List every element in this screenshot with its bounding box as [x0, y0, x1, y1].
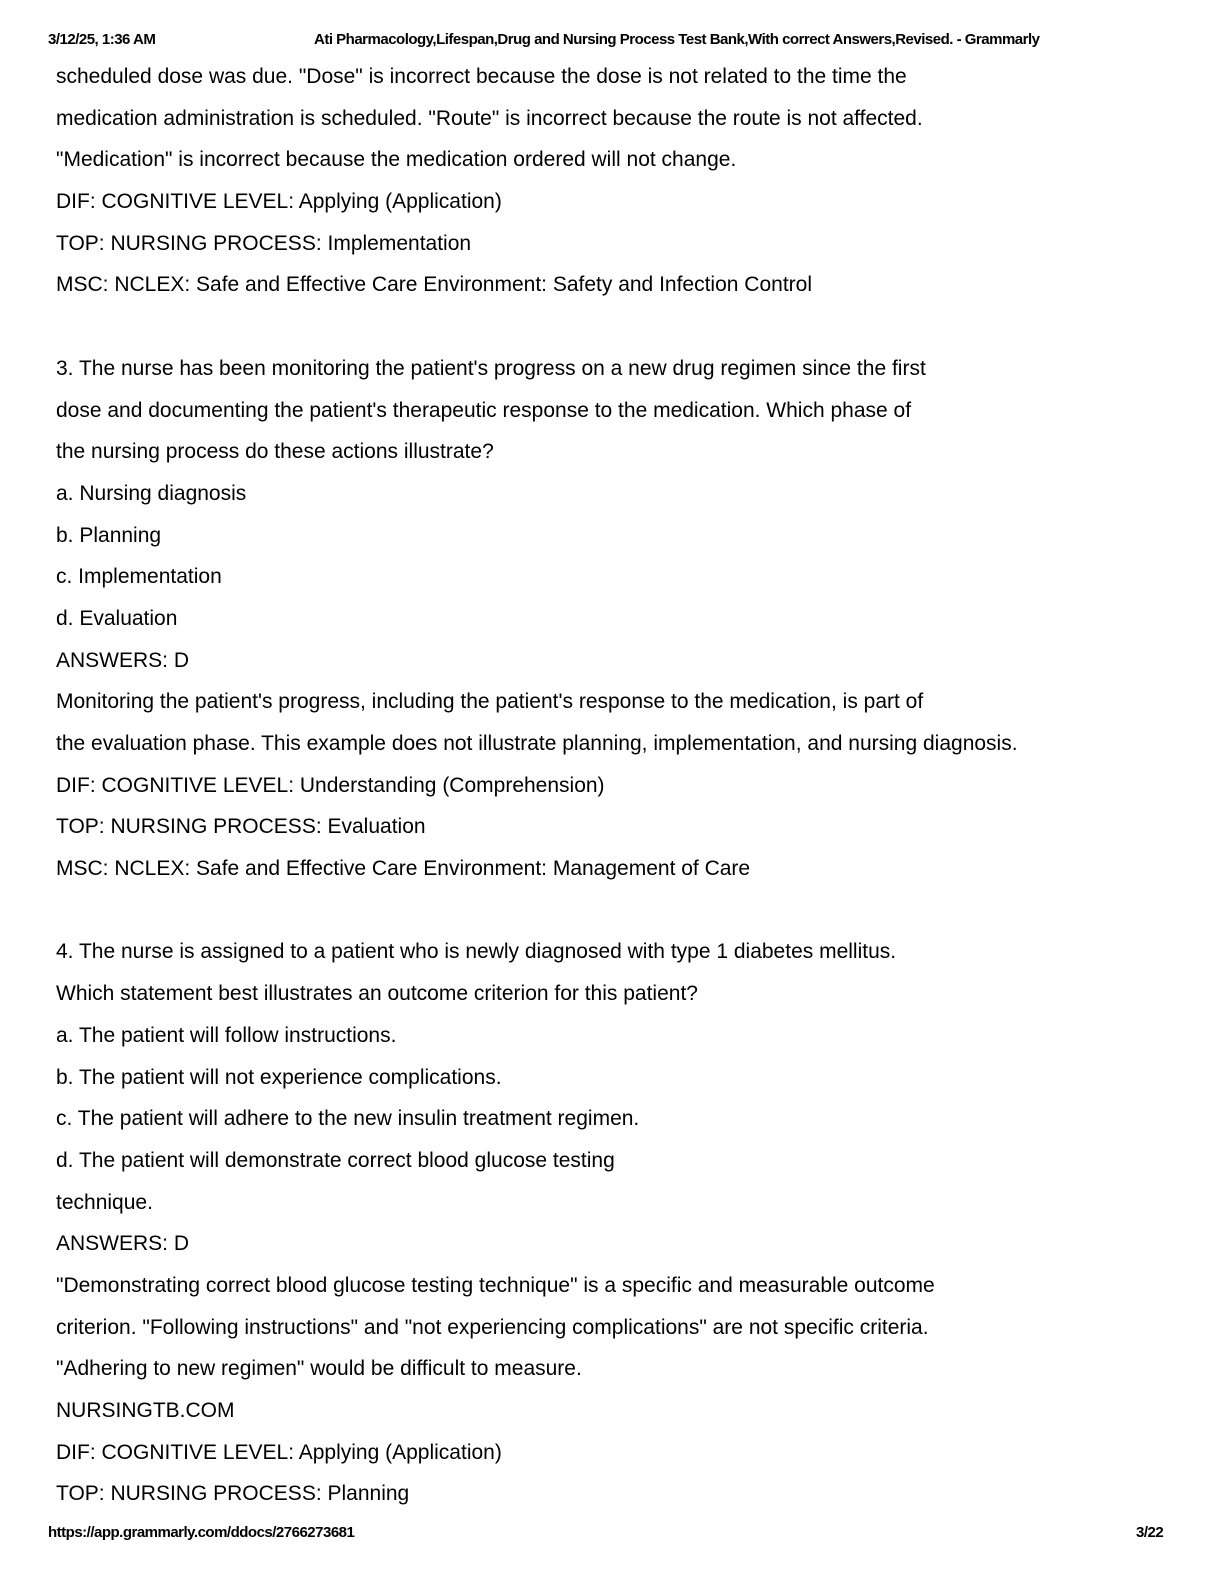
q4-rationale-line: "Demonstrating correct blood glucose testing technique" is a specific and measurable outcome	[56, 1273, 935, 1297]
q4-rationale-line: criterion. "Following instructions" and "not experiencing complications" are not specific criteria.	[56, 1315, 929, 1339]
page-url: https://app.grammarly.com/ddocs/2766273681	[48, 1524, 355, 1541]
q4-dif: DIF: COGNITIVE LEVEL: Applying (Application)	[56, 1440, 502, 1464]
q3-option-a: a. Nursing diagnosis	[56, 481, 247, 505]
q4-option-b: b. The patient will not experience complications.	[56, 1065, 502, 1089]
spacer	[56, 306, 1166, 348]
q3-stem-line: dose and documenting the patient's therapeutic response to the medication. Which phase of	[56, 398, 912, 422]
prev-top: TOP: NURSING PROCESS: Implementation	[56, 231, 472, 255]
q3-option-c: c. Implementation	[56, 565, 222, 589]
prev-rationale-line: scheduled dose was due. "Dose" is incorrect because the dose is not related to the time the	[56, 65, 907, 88]
prev-dif: DIF: COGNITIVE LEVEL: Applying (Application)	[56, 190, 502, 214]
document-body	[56, 56, 1166, 1515]
q3-option-b: b. Planning	[56, 523, 162, 547]
q4-option-d-continued: technique.	[56, 1190, 153, 1214]
q4-answer: ANSWERS: D	[56, 1232, 190, 1256]
q3-stem-line: 3. The nurse has been monitoring the patient's progress on a new drug regimen since the first	[56, 356, 926, 380]
q3-rationale-line: the evaluation phase. This example does not illustrate planning, implementation, and nursing diagnosis.	[56, 732, 1018, 755]
spacer	[56, 890, 1166, 932]
q3-dif: DIF: COGNITIVE LEVEL: Understanding (Comprehension)	[56, 773, 605, 797]
q3-rationale-line: Monitoring the patient's progress, including the patient's response to the medication, is part of	[56, 690, 924, 714]
q4-stem-line: Which statement best illustrates an outcome criterion for this patient?	[56, 982, 698, 1006]
q3-answer: ANSWERS: D	[56, 648, 190, 672]
print-date: 3/12/25, 1:36 AM	[48, 31, 156, 48]
q4-stem-line: 4. The nurse is assigned to a patient who is newly diagnosed with type 1 diabetes mellitus.	[56, 940, 897, 964]
q4-rationale-line: "Adhering to new regimen" would be difficult to measure.	[56, 1357, 582, 1381]
q3-top: TOP: NURSING PROCESS: Evaluation	[56, 815, 426, 839]
page-number: 3/22	[1136, 1524, 1164, 1541]
q3-stem-line: the nursing process do these actions illustrate?	[56, 440, 494, 464]
document-title: Ati Pharmacology,Lifespan,Drug and Nursing Process Test Bank,With correct Answers,Revised. - Grammarly	[314, 31, 1040, 48]
q4-top: TOP: NURSING PROCESS: Planning	[56, 1482, 410, 1506]
q4-option-d: d. The patient will demonstrate correct blood glucose testing	[56, 1148, 615, 1172]
q4-option-a: a. The patient will follow instructions.	[56, 1023, 397, 1047]
q3-option-d: d. Evaluation	[56, 606, 178, 630]
q4-option-c: c. The patient will adhere to the new insulin treatment regimen.	[56, 1107, 640, 1131]
prev-msc: MSC: NCLEX: Safe and Effective Care Environment: Safety and Infection Control	[56, 273, 812, 297]
prev-rationale-line: medication administration is scheduled. "Route" is incorrect because the route is not affected.	[56, 106, 923, 130]
q4-source: NURSINGTB.COM	[56, 1399, 235, 1422]
q3-msc: MSC: NCLEX: Safe and Effective Care Environment: Management of Care	[56, 857, 751, 881]
prev-rationale-line: "Medication" is incorrect because the medication ordered will not change.	[56, 148, 737, 172]
